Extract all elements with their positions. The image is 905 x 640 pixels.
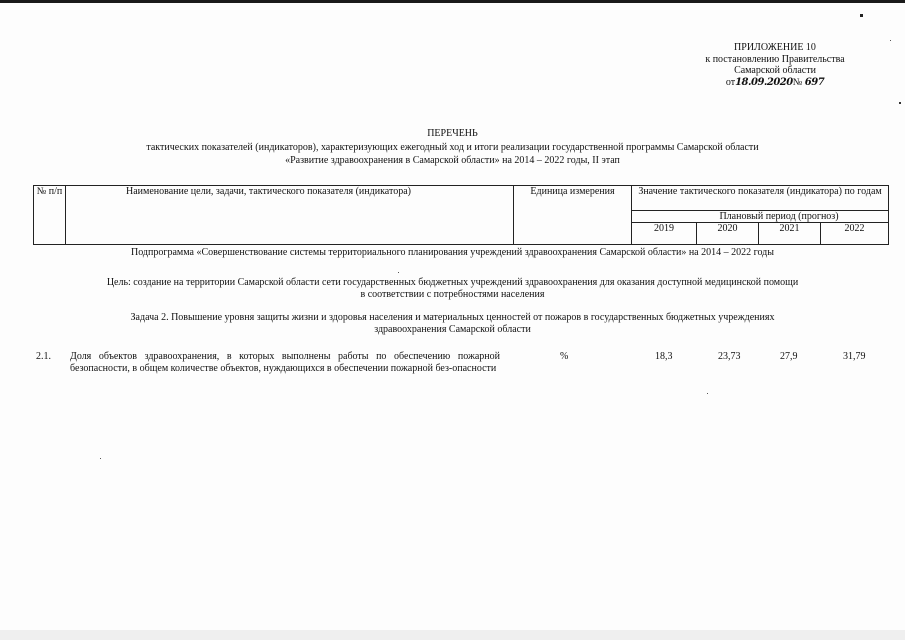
document-subtitle-2: «Развитие здравоохранения в Самарской области» на 2014 – 2022 годы, II этап	[285, 155, 620, 166]
col-unit-header: Единица измерения	[514, 186, 632, 245]
scan-speck	[860, 14, 863, 17]
appendix-header	[690, 42, 860, 88]
row-value-2020: 23,73	[718, 351, 741, 362]
year-2022-header: 2022	[821, 223, 889, 245]
row-unit: %	[560, 351, 569, 362]
year-2021-header: 2021	[759, 223, 821, 245]
scan-speck	[890, 40, 891, 41]
row-value-2022: 31,79	[843, 351, 866, 362]
number-label: №	[792, 76, 803, 88]
indicators-header-table	[33, 185, 889, 245]
year-2020-header: 2020	[697, 223, 759, 245]
scan-speck	[100, 458, 101, 459]
scan-bottom-edge	[0, 630, 905, 640]
row-number: 2.1.	[36, 351, 51, 362]
row-value-2021: 27,9	[780, 351, 798, 362]
task-line-2: здравоохранения Самарской области	[374, 324, 531, 335]
appendix-decree: к постановлению Правительства	[705, 53, 845, 65]
date-prefix: от	[725, 76, 736, 88]
row-indicator-name: Доля объектов здравоохранения, в которых выполнены работы по обеспечению пожарной безопасности, в общем количестве объектов, нуждающихся в обеспечении пожарной без-опасности	[70, 351, 500, 374]
document-subtitle-1: тактических показателей (индикаторов), характеризующих ежегодный ход и итоги реализации государственной программы Самарской области	[146, 142, 759, 153]
handwritten-number: 697	[804, 76, 825, 88]
planned-period-header: Плановый период (прогноз)	[632, 211, 889, 223]
row-value-2019: 18,3	[655, 351, 673, 362]
year-2019-header: 2019	[632, 223, 697, 245]
goal-text	[0, 277, 905, 301]
appendix-title: ПРИЛОЖЕНИЕ 10	[734, 42, 816, 53]
task-line-1: Задача 2. Повышение уровня защиты жизни и здоровья населения и материальных ценностей от пожаров в государственных бюджетных учреждениях	[130, 312, 775, 323]
appendix-region: Самарской области	[734, 65, 816, 76]
handwritten-date: 18.09.2020	[735, 76, 793, 88]
col-number-header: № п/п	[34, 186, 66, 245]
scan-speck	[398, 272, 399, 273]
scan-speck	[899, 102, 901, 104]
col-value-header: Значение тактического показателя (индикатора) по годам	[632, 186, 889, 211]
appendix-date-line	[690, 77, 860, 89]
scan-top-edge	[0, 0, 905, 3]
goal-line-1: Цель: создание на территории Самарской области сети государственных бюджетных учреждений здравоохранения для оказания доступной медицинской помощи	[106, 277, 799, 288]
task-text	[0, 312, 905, 336]
document-heading: ПЕРЕЧЕНЬ	[427, 128, 478, 139]
col-name-header: Наименование цели, задачи, тактического показателя (индикатора)	[66, 186, 514, 245]
scan-speck	[707, 393, 708, 394]
subprogram-title: Подпрограмма «Совершенствование системы территориального планирования учреждений здравоохранения Самарской области» на 2014 – 2022 годы	[131, 247, 774, 258]
goal-line-2: в соответствии с потребностями населения	[360, 289, 545, 300]
